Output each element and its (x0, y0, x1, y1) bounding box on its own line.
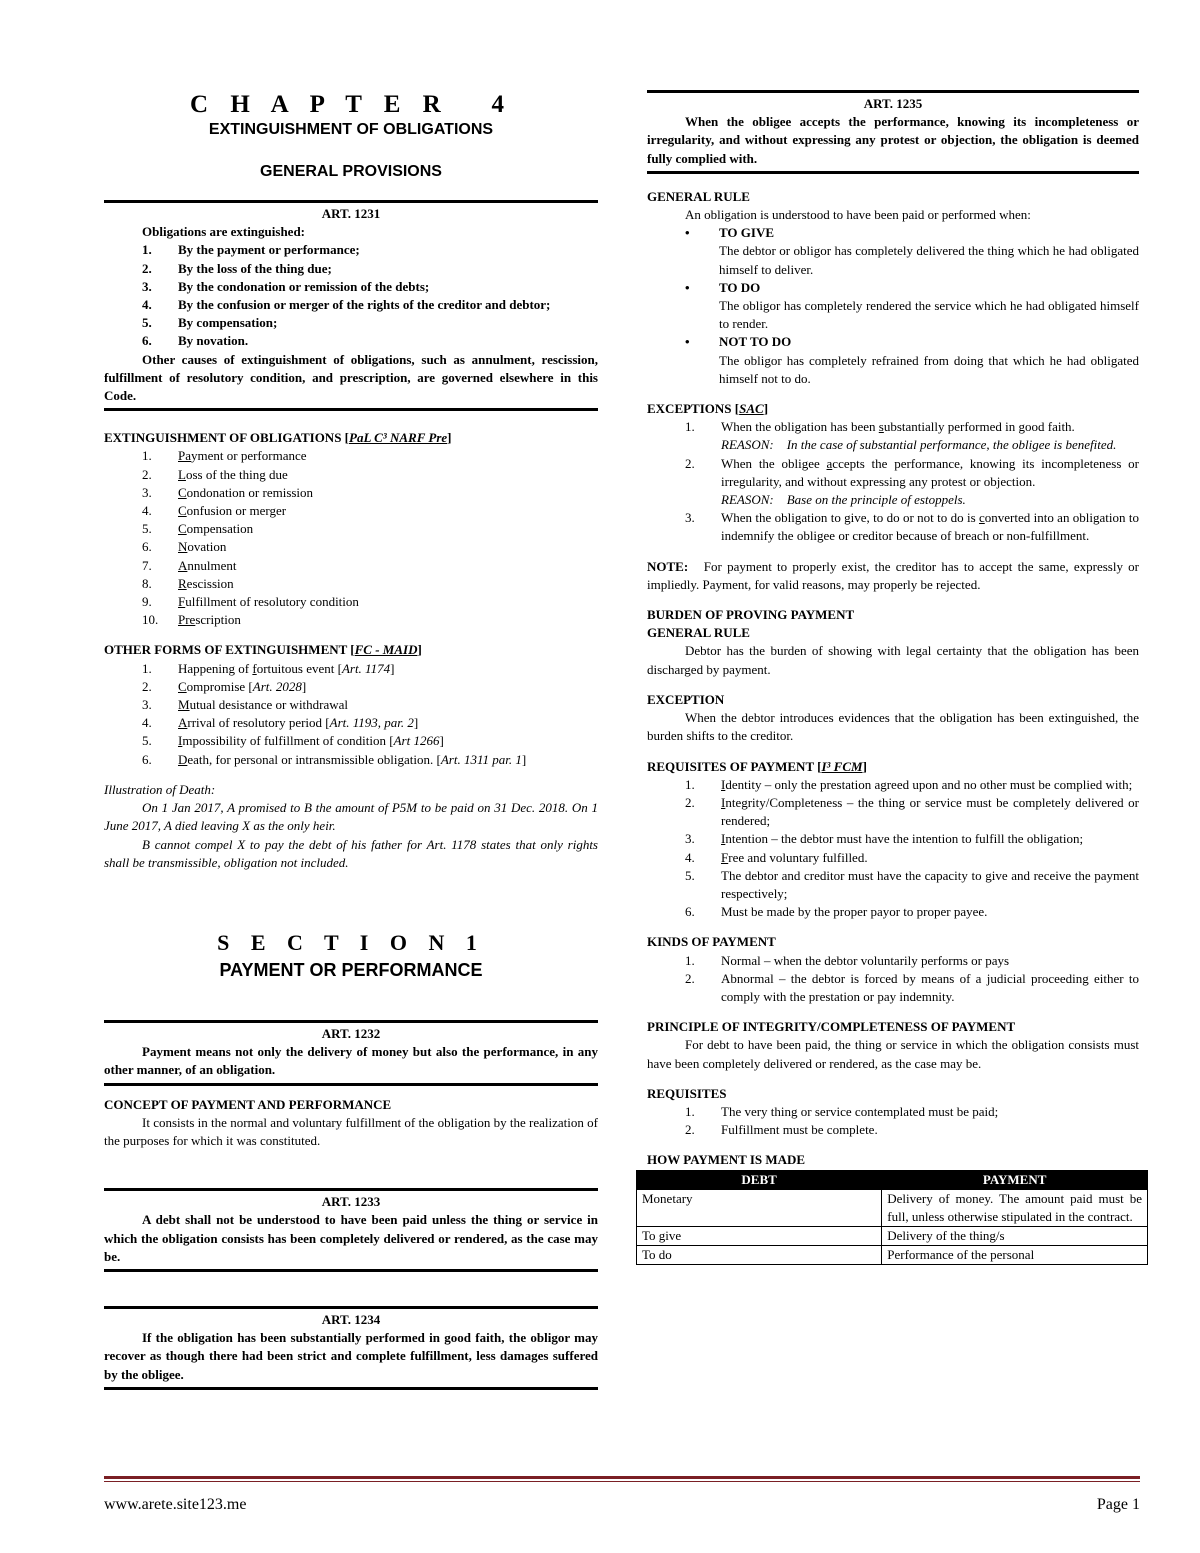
other-forms-item-post: ] (413, 715, 419, 731)
art-1235-title: ART. 1235 (863, 96, 923, 111)
extinguishment-item-text: ulfillment of resolutory condition (185, 594, 359, 610)
table-row (637, 1245, 1148, 1264)
general-rule-item-body (719, 333, 1139, 388)
general-rule-item-label: TO DO (719, 279, 761, 295)
other-forms-item (104, 678, 598, 696)
general-rule-item (647, 279, 1139, 334)
exceptions-heading-text: EXCEPTIONS [ (647, 401, 740, 417)
art-1231-item-text: By novation. (178, 333, 249, 349)
general-rule-item-text: The obligor has completely rendered the service which he had obligated himself to render. (719, 298, 1139, 332)
illustration-p1: On 1 Jan 2017, A promised to B the amount of P5M to be paid on 31 Dec. 2018. On 1 June 2017, A died leaving X as the only heir. (104, 800, 598, 834)
exception-reason (721, 436, 1139, 454)
extinguishment-item (104, 447, 598, 465)
extinguishment-item (104, 557, 598, 575)
mnemonic-letter: Pre (178, 612, 196, 628)
list-item-number: 3. (685, 831, 695, 847)
art-1231-item (104, 296, 598, 314)
other-forms-item-pre: Happening of (178, 660, 253, 676)
kinds-item-text: Abnormal – the debtor is forced by means of a judicial proceeding either to comply with the prestation or pay indemnity. (721, 970, 1139, 1004)
other-forms-list (104, 660, 598, 769)
mnemonic-letter: f (252, 660, 257, 676)
burden-exception-text: When the debtor introduces evidences that the obligation has been extinguished, the burden shifts to the creditor. (647, 710, 1139, 744)
list-item-text (721, 830, 1139, 848)
list-item-text (178, 538, 598, 556)
list-item-number: 6. (685, 904, 695, 920)
list-item-number: 3. (142, 697, 152, 713)
general-rule-item-label: NOT TO DO (719, 334, 792, 350)
article-reference: Art. 1193, par. 2 (329, 715, 414, 731)
mnemonic-letter: I (721, 776, 726, 792)
list-item-number: 1. (685, 952, 695, 968)
other-forms-item (104, 660, 598, 678)
article-reference: Art 1266 (393, 733, 440, 749)
footer-rule-thin (104, 1481, 1140, 1482)
requisites-payment-item-text: dentity – only the prestation agreed upon and no other must be complied with; (725, 776, 1133, 792)
burden-exception-heading: EXCEPTION (647, 691, 725, 707)
requisites-payment-item-text: Must be made by the proper payor to proper payee. (721, 904, 988, 920)
concept-text: It consists in the normal and voluntary fulfillment of the obligation by the realization of the purposes for which it was constituted. (104, 1114, 598, 1148)
extinguishment-item (104, 502, 598, 520)
list-item-number: 2. (685, 455, 695, 471)
list-item-number: 5. (142, 315, 152, 331)
requisites-item-text: The very thing or service contemplated must be paid; (721, 1103, 999, 1119)
art-1231-item-text: By compensation; (178, 315, 278, 331)
other-forms-item-text: ompromise [ (186, 678, 253, 694)
table-cell-payment: Performance of the personal (882, 1245, 1148, 1264)
section-1-subtitle: PAYMENT OR PERFORMANCE (219, 959, 483, 980)
chapter-subtitle: EXTINGUISHMENT OF OBLIGATIONS (208, 121, 494, 138)
exception-reason-text: Base on the principle of estoppels. (786, 492, 966, 508)
art-1231-item-text: By the loss of the thing due; (178, 260, 332, 276)
art-1233-box (104, 1188, 598, 1272)
list-item-number: 2. (685, 970, 695, 986)
list-item-text (721, 794, 1139, 830)
exception-text-post: onverted into an obligation to indemnify the obligee or creditor because of breach or non-fulfillment. (721, 510, 1139, 544)
bullet-icon: • (685, 334, 690, 350)
extinguishment-item (104, 611, 598, 629)
other-forms-item (104, 751, 598, 769)
requisites-payment-heading-text: REQUISITES OF PAYMENT [ (647, 758, 822, 774)
other-forms-item-post: ] (439, 733, 444, 749)
footer-url: www.arete.site123.me (104, 1496, 247, 1513)
list-item-number: 6. (142, 751, 152, 767)
extinguishment-item (104, 593, 598, 611)
extinguishment-item-text: nnulment (187, 557, 237, 573)
list-item-number: 1. (142, 660, 152, 676)
mnemonic-letter: N (178, 539, 188, 555)
exceptions-heading (647, 400, 1139, 418)
other-forms-item-text: mpossibility of fulfillment of condition [ (182, 733, 394, 749)
table-cell-payment: Delivery of the thing/s (882, 1226, 1148, 1245)
list-item-text (178, 593, 598, 611)
exceptions-heading-close: ] (763, 401, 769, 417)
mnemonic-letter: s (878, 419, 884, 435)
extinguishment-heading-text: EXTINGUISHMENT OF OBLIGATIONS [ (104, 430, 350, 446)
illustration-p2: B cannot compel X to pay the debt of his father for Art. 1178 states that only rights shall be transmissible, obligation not included. (104, 836, 598, 870)
general-rule-item-body (719, 224, 1139, 279)
list-item-number: 6. (142, 333, 152, 349)
mnemonic-letter: A (178, 557, 188, 573)
list-item-number: 5. (685, 867, 695, 883)
extinguishment-item-text: oss of the thing due (185, 466, 288, 482)
how-payment-heading: HOW PAYMENT IS MADE (647, 1152, 806, 1168)
art-1235-box (647, 90, 1139, 174)
mnemonic-letter: C (178, 484, 187, 500)
requisites-payment-item (647, 830, 1139, 848)
list-item-text (178, 520, 598, 538)
art-1231-box (104, 200, 598, 411)
list-item-text (178, 751, 598, 769)
exception-item (647, 509, 1139, 545)
other-forms-heading-text: OTHER FORMS OF EXTINGUISHMENT [ (104, 642, 355, 658)
table-cell-debt: Monetary (637, 1189, 882, 1226)
general-rule-intro: An obligation is understood to have been paid or performed when: (685, 207, 1031, 223)
kinds-item (647, 970, 1139, 1006)
mnemonic-letter: C (178, 503, 187, 519)
list-item-text (178, 484, 598, 502)
extinguishment-item (104, 466, 598, 484)
list-item-text (721, 776, 1139, 794)
exception-reason-text: In the case of substantial performance, the obligee is benefited. (786, 437, 1117, 453)
art-1231-item-text: By the confusion or merger of the rights of the creditor and debtor; (178, 297, 551, 313)
other-forms-item-post: ] (390, 660, 395, 676)
extinguishment-item (104, 484, 598, 502)
list-item-number: 4. (142, 715, 152, 731)
art-1231-item (104, 332, 598, 350)
other-forms-item-text: ortuitous event [ (256, 660, 342, 676)
burden-rule-text: Debtor has the burden of showing with legal certainty that the obligation has been discharged by payment. (647, 643, 1139, 677)
exception-reason-label: REASON: (721, 492, 774, 508)
exception-reason-label: REASON: (721, 437, 774, 453)
other-forms-heading-close: ] (417, 642, 422, 658)
list-item-text (721, 509, 1139, 545)
mnemonic-letter: c (978, 510, 985, 526)
list-item-text (178, 611, 598, 629)
integrity-text: For debt to have been paid, the thing or service in which the obligation consists must have been completely delivered or rendered, as the case may be. (647, 1037, 1139, 1071)
list-item-number: 4. (685, 849, 695, 865)
requisites-payment-list (647, 776, 1139, 922)
extinguishment-item-text: yment or performance (191, 448, 307, 464)
other-forms-mnemonic: FC - MAID (354, 642, 418, 658)
requisites-payment-heading (647, 758, 1139, 776)
art-1234-box (104, 1306, 598, 1390)
requisites-item (647, 1103, 1139, 1121)
requisites-payment-item (647, 903, 1139, 921)
art-1233-text: A debt shall not be understood to have been paid unless the thing or service in which the obligation consists has been completely delivered or rendered, as the case may be. (104, 1212, 598, 1264)
requisites-payment-item-text: ntegrity/Completeness – the thing or service must be completely delivered or rendered; (721, 794, 1139, 829)
requisites-payment-item (647, 776, 1139, 794)
extinguishment-mnemonic: PaL C³ NARF Pre (349, 430, 448, 446)
art-1231-item (104, 278, 598, 296)
mnemonic-letter: C (178, 521, 187, 537)
list-item-number: 2. (685, 794, 695, 810)
bullet-icon: • (685, 279, 690, 295)
general-rule-item-text: The debtor or obligor has completely delivered the thing which he had obligated himself to deliver. (719, 243, 1139, 277)
list-item-text (178, 278, 598, 296)
requisites-payment-heading-close: ] (862, 758, 867, 774)
list-item-number: 1. (142, 448, 152, 464)
other-forms-item-text: eath, for personal or intransmissible obligation. [ (187, 751, 441, 767)
requisites-payment-item (647, 849, 1139, 867)
list-item-number: 1. (142, 242, 152, 258)
table-header-row (637, 1170, 1148, 1189)
general-rule-item (647, 333, 1139, 388)
table-cell-debt: To give (637, 1226, 882, 1245)
mnemonic-letter: Pa (178, 448, 191, 464)
how-payment-table (636, 1170, 1148, 1265)
art-1233-title: ART. 1233 (321, 1194, 381, 1210)
mnemonic-letter: I (721, 794, 726, 810)
art-1234-title: ART. 1234 (321, 1311, 381, 1327)
list-item-text (178, 575, 598, 593)
mnemonic-letter: F (178, 594, 186, 610)
note (647, 558, 1139, 594)
section-1-title: S E C T I O N 1 (217, 929, 485, 955)
list-item-text (721, 867, 1139, 903)
list-item-text (178, 314, 598, 332)
extinguishment-item-text: escission (186, 575, 234, 591)
list-item-text (721, 970, 1139, 1006)
other-forms-item-post: ] (301, 678, 307, 694)
exception-text-pre: When the obligation has been (721, 419, 879, 435)
list-item-text (721, 418, 1139, 454)
integrity-heading: PRINCIPLE OF INTEGRITY/COMPLETENESS OF PAYMENT (647, 1019, 1016, 1035)
list-item-number: 3. (142, 278, 152, 294)
right-column (642, 88, 1142, 1265)
general-rule-item-body (719, 279, 1139, 334)
list-item-text (178, 660, 598, 678)
mnemonic-letter: C (178, 678, 187, 694)
table-row (637, 1226, 1148, 1245)
general-provisions-heading: GENERAL PROVISIONS (260, 163, 442, 180)
exception-item (647, 418, 1139, 454)
list-item-text (721, 952, 1139, 970)
list-item-number: 9. (142, 594, 152, 610)
burden-rule-heading: GENERAL RULE (647, 625, 750, 641)
table-row (637, 1189, 1148, 1226)
requisites-item (647, 1121, 1139, 1139)
table-header-debt: DEBT (637, 1170, 882, 1189)
general-rule-list (647, 224, 1139, 388)
requisites-payment-item (647, 794, 1139, 830)
mnemonic-letter: L (178, 466, 186, 482)
requisites-payment-mnemonic: I³ FCM (821, 758, 863, 774)
list-item-text (721, 1103, 1139, 1121)
list-item-number: 2. (685, 1122, 695, 1138)
list-item-text (721, 455, 1139, 510)
other-forms-item (104, 732, 598, 750)
left-column (104, 88, 598, 1390)
extinguishment-item-text: ondonation or remission (186, 484, 314, 500)
list-item-text (721, 849, 1139, 867)
list-item-text (178, 502, 598, 520)
requisites-list (647, 1103, 1139, 1139)
list-item-number: 5. (142, 521, 152, 537)
note-label: NOTE: (647, 558, 689, 574)
article-reference: Art. 2028 (252, 678, 302, 694)
list-item-number: 2. (142, 678, 152, 694)
article-reference: Art. 1311 par. 1 (440, 751, 522, 767)
table-header-payment: PAYMENT (882, 1170, 1148, 1189)
list-item-number: 5. (142, 733, 152, 749)
exceptions-list (647, 418, 1139, 545)
general-rule-item-text: The obligor has completely refrained from doing that which he had obligated himself not to do. (719, 352, 1139, 386)
other-forms-item-text: rrival of resolutory period [ (187, 715, 330, 731)
exception-text (721, 509, 1139, 545)
requisites-payment-item-text: The debtor and creditor must have the capacity to give and receive the payment respectively; (721, 867, 1139, 901)
list-item-number: 1. (685, 776, 695, 792)
list-item-text (178, 732, 598, 750)
list-item-number: 1. (685, 1103, 695, 1119)
mnemonic-letter: D (178, 751, 188, 767)
list-item-number: 10. (142, 612, 159, 628)
art-1232-title: ART. 1232 (321, 1025, 381, 1041)
other-forms-item-post: ] (521, 751, 527, 767)
kinds-heading: KINDS OF PAYMENT (647, 934, 776, 950)
concept-heading: CONCEPT OF PAYMENT AND PERFORMANCE (104, 1096, 392, 1112)
exception-text-pre: When the obligee (721, 455, 827, 471)
art-1235-text: When the obligee accepts the performance, knowing its incompleteness or irregularity, and without expressing any protest or objection, the obligation is deemed fully complied with. (647, 114, 1139, 166)
art-1231-closing: Other causes of extinguishment of obligations, such as annulment, rescission, fulfillment of resolutory condition, and prescription, are governed elsewhere in this Code. (104, 351, 598, 404)
list-item-text (178, 447, 598, 465)
requisites-item-text: Fulfillment must be complete. (721, 1122, 878, 1138)
burden-heading: BURDEN OF PROVING PAYMENT (647, 607, 855, 623)
exception-text-post: ubstantially performed in good faith. (883, 419, 1075, 435)
other-forms-item (104, 696, 598, 714)
mnemonic-letter: R (178, 575, 187, 591)
list-item-number: 6. (142, 539, 152, 555)
general-rule-item (647, 224, 1139, 279)
exception-item (647, 455, 1139, 510)
list-item-number: 2. (142, 466, 152, 482)
extinguishment-list (104, 447, 598, 629)
list-item-number: 3. (685, 510, 695, 526)
list-item-text (721, 903, 1139, 921)
kinds-item (647, 952, 1139, 970)
extinguishment-heading (104, 429, 598, 447)
other-forms-heading (104, 641, 598, 659)
exception-reason (721, 491, 1139, 509)
extinguishment-item (104, 538, 598, 556)
list-item-number: 1. (685, 419, 695, 435)
art-1232-box (104, 1020, 598, 1086)
requisites-payment-item (647, 867, 1139, 903)
exception-text-pre: When the obligation to give, to do or not to do is (721, 510, 979, 526)
bullet-icon: • (685, 225, 690, 241)
art-1231-list (104, 241, 598, 350)
art-1231-item-text: By the payment or performance; (178, 242, 360, 258)
other-forms-item-text: utual desistance or withdrawal (189, 697, 349, 713)
exception-text (721, 418, 1139, 436)
exception-text-post: ccepts the performance, knowing its incompleteness or irregularity, and without expressing any protest or objection. (721, 455, 1139, 489)
list-item-text (178, 260, 598, 278)
extinguishment-item (104, 520, 598, 538)
mnemonic-letter: I (178, 733, 183, 749)
list-item-number: 7. (142, 557, 152, 573)
art-1231-title: ART. 1231 (321, 206, 381, 221)
list-item-text (178, 296, 598, 314)
illustration-heading: Illustration of Death: (104, 781, 216, 797)
list-item-number: 3. (142, 484, 152, 500)
extinguishment-item (104, 575, 598, 593)
mnemonic-letter: F (721, 849, 729, 865)
chapter-title: C H A P T E R 4 (190, 91, 512, 118)
list-item-text (721, 1121, 1139, 1139)
exception-text (721, 455, 1139, 491)
footer (104, 1476, 1140, 1514)
requisites-payment-item-text: ree and voluntary fulfilled. (728, 849, 868, 865)
list-item-text (178, 557, 598, 575)
list-item-text (178, 714, 598, 732)
list-item-text (178, 696, 598, 714)
art-1231-item (104, 260, 598, 278)
table-cell-debt: To do (637, 1245, 882, 1264)
art-1234-text: If the obligation has been substantially performed in good faith, the obligor may recover as though there had been strict and complete fulfillment, less damages suffered by the obligee. (104, 1330, 598, 1382)
art-1231-intro: Obligations are extinguished: (142, 224, 306, 240)
extinguishment-item-text: onfusion or merger (186, 503, 287, 519)
kinds-item-text: Normal – when the debtor voluntarily performs or pays (721, 952, 1010, 968)
kinds-list (647, 952, 1139, 1007)
list-item-text (178, 466, 598, 484)
list-item-text (178, 241, 598, 259)
note-text: For payment to properly exist, the creditor has to accept the same, expressly or impliedly. Payment, for valid reasons, may properly be rejected. (647, 558, 1139, 592)
mnemonic-letter: I (721, 831, 726, 847)
list-item-text (178, 678, 598, 696)
art-1231-item (104, 314, 598, 332)
article-reference: Art. 1174 (341, 660, 391, 676)
general-rule-item-label: TO GIVE (719, 225, 775, 241)
list-item-text (178, 332, 598, 350)
list-item-number: 8. (142, 575, 152, 591)
extinguishment-item-text: ompensation (186, 521, 254, 537)
art-1232-text: Payment means not only the delivery of money but also the performance, in any other manner, of an obligation. (104, 1044, 598, 1078)
extinguishment-heading-close: ] (447, 430, 452, 446)
list-item-number: 4. (142, 503, 152, 519)
list-item-number: 4. (142, 297, 152, 313)
footer-rule-thick (104, 1476, 1140, 1479)
requisites-heading: REQUISITES (647, 1085, 727, 1101)
art-1231-item (104, 241, 598, 259)
how-payment-body (637, 1189, 1148, 1264)
mnemonic-letter: a (826, 455, 833, 471)
other-forms-item (104, 714, 598, 732)
mnemonic-letter: M (178, 697, 190, 713)
requisites-payment-item-text: ntention – the debtor must have the intention to fulfill the obligation; (725, 831, 1084, 847)
art-1231-item-text: By the condonation or remission of the debts; (178, 278, 430, 294)
extinguishment-item-text: ovation (187, 539, 227, 555)
footer-page-number: Page 1 (1096, 1496, 1140, 1513)
general-rule-heading: GENERAL RULE (647, 188, 750, 204)
list-item-number: 2. (142, 260, 152, 276)
extinguishment-item-text: scription (195, 612, 241, 628)
table-cell-payment: Delivery of money. The amount paid must be full, unless otherwise stipulated in the contract. (882, 1189, 1148, 1226)
mnemonic-letter: A (178, 715, 188, 731)
exceptions-mnemonic: SAC (739, 401, 764, 417)
